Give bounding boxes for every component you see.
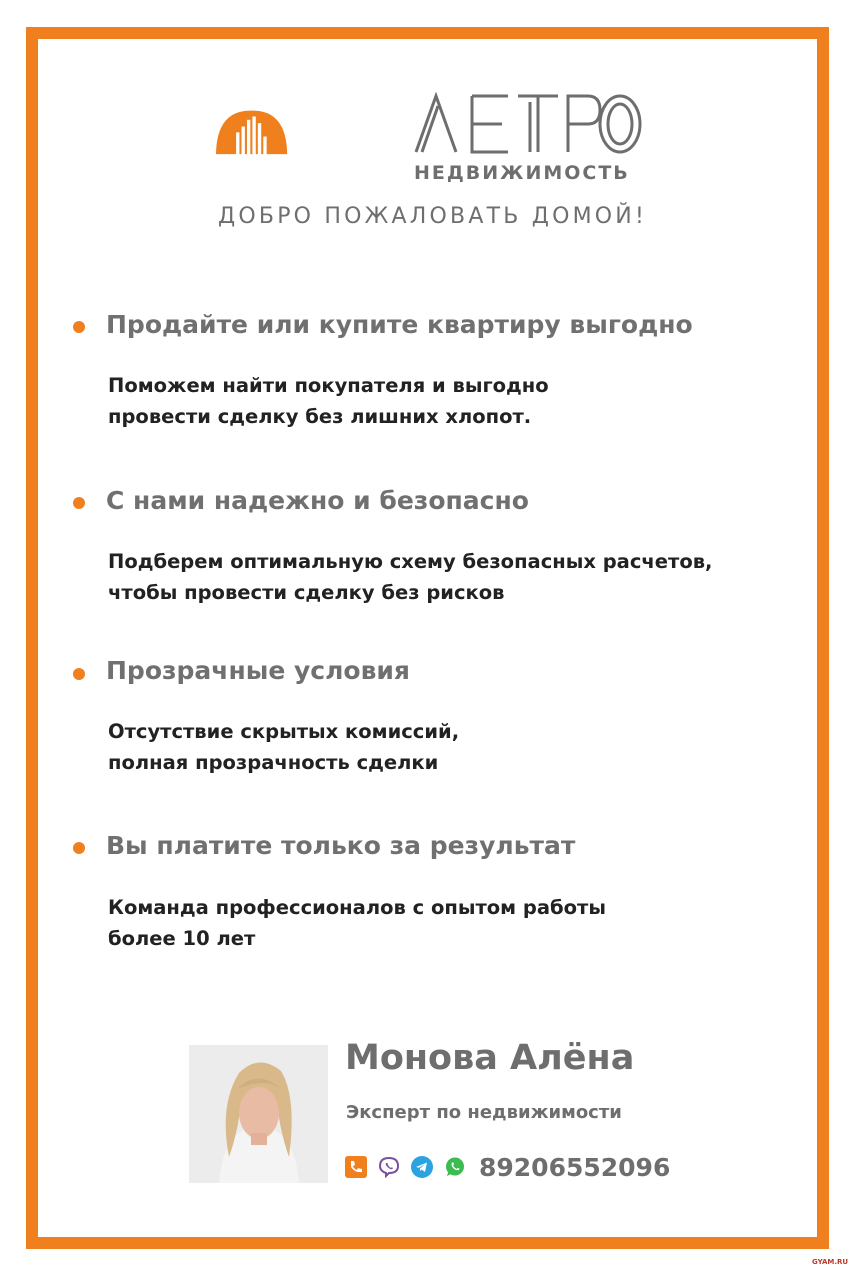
phone-icon[interactable] [345, 1156, 367, 1178]
agent-name: Монова Алёна [345, 1038, 635, 1078]
viber-icon[interactable] [378, 1156, 400, 1178]
bullet-dot-icon [73, 842, 85, 854]
feature-text-line: полная прозрачность сделки [108, 751, 439, 774]
bullet-dot-icon [73, 321, 85, 333]
feature-text-line: более 10 лет [108, 927, 256, 950]
whatsapp-icon[interactable] [444, 1156, 466, 1178]
agent-photo [189, 1045, 328, 1183]
logo-building-icon [216, 86, 396, 198]
telegram-icon[interactable] [411, 1156, 433, 1178]
feature-text-line: чтобы провести сделку без рисков [108, 581, 505, 604]
brand-subtitle: НЕДВИЖИМОСТЬ [414, 162, 630, 184]
watermark: GYAM.RU [812, 1258, 849, 1266]
feature-text-line: Команда профессионалов с опытом работы [108, 896, 606, 919]
feature-title: Продайте или купите квартиру выгодно [106, 310, 693, 339]
feature-text-line: провести сделку без лишних хлопот. [108, 405, 532, 428]
phone-number[interactable]: 89206552096 [479, 1152, 671, 1182]
agent-role: Эксперт по недвижимости [346, 1102, 622, 1123]
feature-text-line: Отсутствие скрытых комиссий, [108, 720, 460, 743]
contact-row [345, 1152, 670, 1182]
bullet-dot-icon [73, 668, 85, 680]
brand-slogan: ДОБРО ПОЖАЛОВАТЬ ДОМОЙ! [218, 204, 647, 229]
brand-wordmark [412, 92, 642, 154]
feature-title: Вы платите только за результат [106, 831, 576, 860]
feature-title: С нами надежно и безопасно [106, 486, 529, 515]
bullet-dot-icon [73, 497, 85, 509]
feature-title: Прозрачные условия [106, 656, 410, 685]
feature-text-line: Подберем оптимальную схему безопасных расчетов, [108, 550, 713, 573]
feature-text-line: Поможем найти покупателя и выгодно [108, 374, 549, 397]
